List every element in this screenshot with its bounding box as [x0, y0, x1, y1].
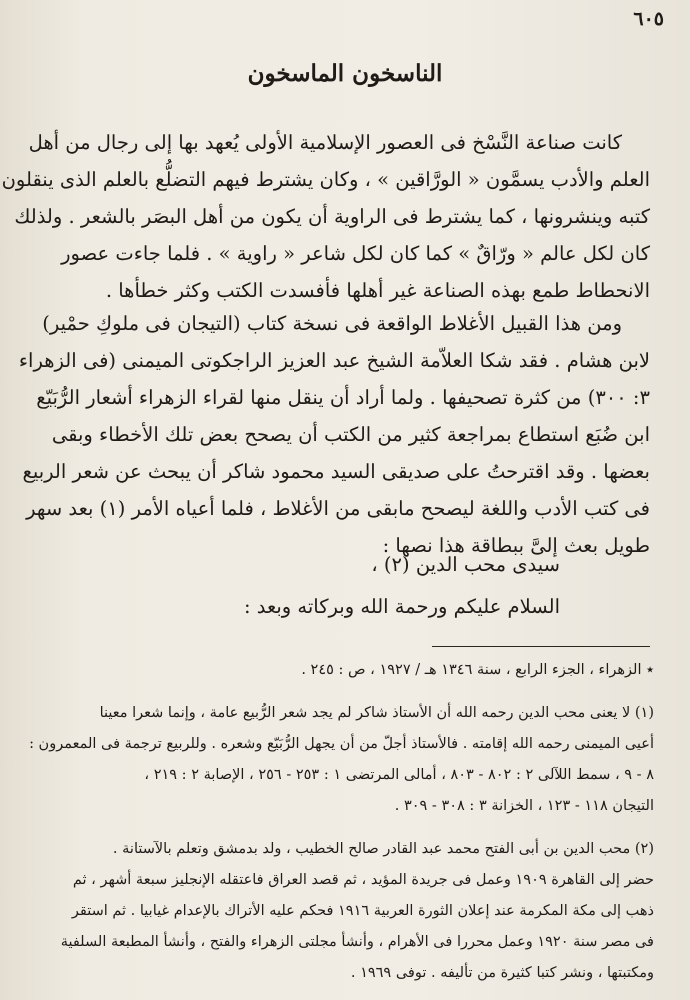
page-number: ٦٠٥ [633, 8, 664, 30]
footnote-line: التيجان ١١٨ - ١٢٣ ، الخزانة ٣ : ٣٠٨ - ٣٠٩ . [394, 798, 654, 814]
footnote-line: ٨ - ٩ ، سمط اللآلى ٢ : ٨٠٢ - ٨٠٣ ، أمالى المرتضى ١ : ٢٥٣ - ٢٥٦ ، الإصابة ٢ : ٢١٩ ، [144, 767, 654, 783]
text-line: فى كتب الأدب واللغة ليصحح مابقى من الأغلاط ، فلما أعياه الأمر (١) بعد سهر [26, 497, 650, 520]
footnote-line: حضر إلى القاهرة ١٩٠٩ وعمل فى جريدة المؤيد ، ثم قصد العراق فاعتقله الإنجليز سبعة أشهر ، ثم [72, 872, 654, 888]
footnotes [29, 655, 654, 989]
section-title: الناسخون الماسخون [247, 60, 443, 87]
footnote-line: ذهب إلى مكة المكرمة عند إعلان الثورة العربية ١٩١٦ فحكم عليه الأتراك بالإعدام غيابيا . ثم استقر [71, 903, 654, 919]
footnote-line: فى مصر سنة ١٩٢٠ وعمل محررا فى الأهرام ، وأنشأ مجلتى الزهراء والفتح ، وأنشأ المطبعة السلفية [60, 934, 654, 950]
footnote-source: ٭ الزهراء ، الجزء الرابع ، سنة ١٣٤٦ هـ / ١٩٢٧ ، ص : ٢٤٥ . [301, 662, 654, 678]
text-line: ابن ضُبَع استطاع بمراجعة كثير من الكتب أن يصحح بعض تلك الأخطاء وبقى [51, 423, 650, 446]
text-line: ومن هذا القبيل الأغلاط الواقعة فى نسخة كتاب (التيجان فى ملوكِ حمْير) [42, 312, 622, 335]
salutation-line: السلام عليكم ورحمة الله وبركاته وبعد : [243, 595, 560, 618]
paragraph-2 [18, 305, 650, 564]
text-line: كتبه وينشرونها ، كما يشترط فى الراوية أن يكون من أهل البصَر بالشعر . ولذلك [14, 205, 650, 228]
text-line: العلم والأدب يسمَّون « الورَّاقين » ، وكان يشترط فيهم التضلُّع بالعلم الذى ينقلون [1, 168, 650, 191]
text-line: ٣: ٣٠٠) من كثرة تصحيفها . ولما أراد أن ينقل منها لقراء الزهراء أشعار الرُّبَيّع [36, 386, 650, 409]
paragraph-1 [1, 124, 650, 309]
text-line: بعضها . وقد اقترحتُ على صديقى السيد محمود شاكر أن يبحث عن شعر الربيع [22, 460, 650, 483]
text-line: كانت صناعة النَّسْخ فى العصور الإسلامية الأولى يُعهد بها إلى رجال من أهل [28, 131, 622, 154]
text-line: كان لكل عالم « ورّاقٌ » كما كان لكل شاعر « راوية » . فلما جاءت عصور [61, 242, 650, 265]
text-line: لابن هشام . فقد شكا العلاّمة الشيخ عبد العزيز الراجكوتى الميمنى (فى الزهراء [18, 349, 650, 372]
footnote-line: (٢) محب الدين بن أبى الفتح محمد عبد القادر صالح الخطيب ، ولد بدمشق وتعلم بالآستانة . [112, 841, 654, 857]
footnote-line: أعيى الميمنى رحمه الله إقامته . فالأستاذ أجلّ من أن يجهل الرُّبَيّع وشعره . وللربيع ترجمة فى المعمرون : [29, 736, 654, 752]
footnote-line: ومكتبتها ، ونشر كتبا كثيرة من تأليفه . توفى ١٩٦٩ . [350, 965, 654, 981]
text-line: الانحطاط طمع بهذه الصناعة غير أهلها فأفسدت الكتب وكثر خطأها . [105, 279, 650, 302]
text-line: طويل بعث إلىَّ ببطاقة هذا نصها : [382, 534, 650, 557]
salutation-line: سيدى محب الدين (٢) ، [371, 553, 560, 576]
footnote-line: (١) لا يعنى محب الدين رحمه الله أن الأستاذ شاكر لم يجد شعر الرُّبيع عامة ، وإنما شعرا معينا [99, 705, 654, 721]
footnote-divider [432, 646, 650, 647]
